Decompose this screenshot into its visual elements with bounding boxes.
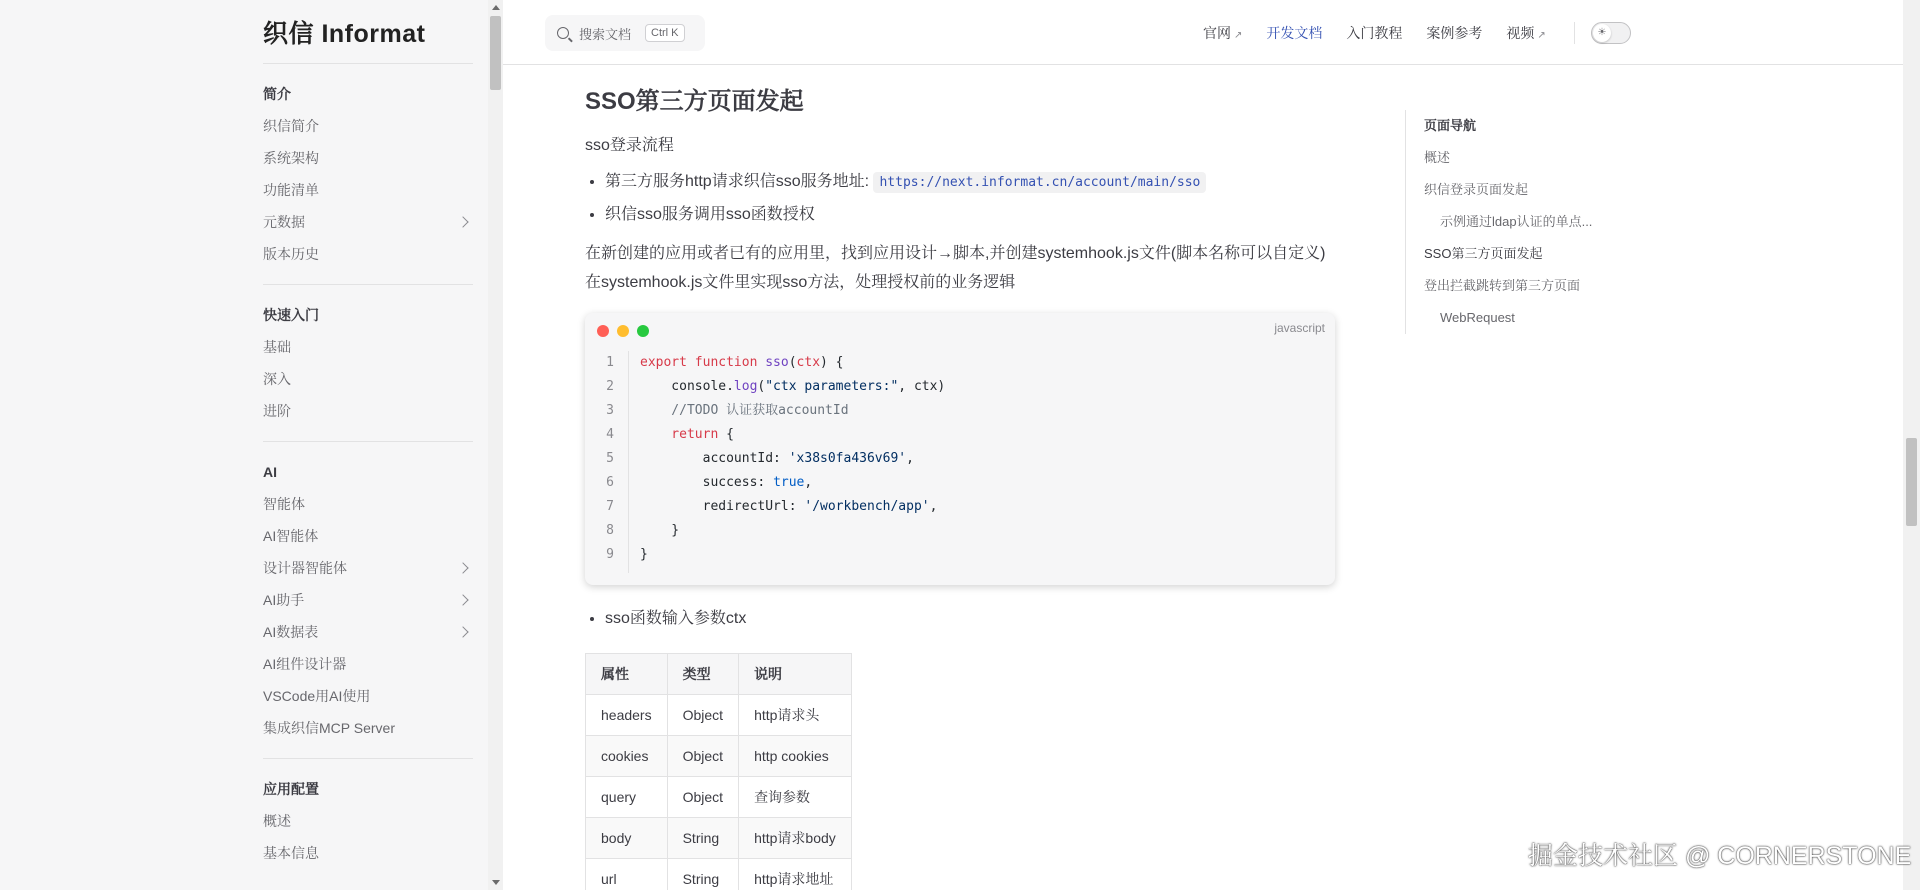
sidebar-item-label: 深入 bbox=[263, 371, 291, 387]
red-dot-icon bbox=[597, 325, 609, 337]
sidebar-item[interactable] bbox=[263, 331, 473, 363]
code-line: return { bbox=[640, 427, 734, 442]
sidebar-scrollbar[interactable] bbox=[488, 0, 503, 890]
sidebar-item-label: 进阶 bbox=[263, 403, 291, 419]
outline-link-label: WebRequest bbox=[1440, 310, 1515, 325]
nav-link-label: 视频 bbox=[1506, 24, 1535, 41]
line-number: 2 bbox=[606, 379, 614, 394]
logo[interactable] bbox=[263, 0, 473, 64]
sidebar-item[interactable] bbox=[263, 616, 473, 648]
yellow-dot-icon bbox=[617, 325, 629, 337]
sidebar bbox=[0, 0, 488, 890]
sidebar-item[interactable] bbox=[263, 488, 473, 520]
line-number: 8 bbox=[606, 523, 614, 538]
sidebar-item-label: 智能体 bbox=[263, 496, 305, 512]
nav-link[interactable] bbox=[1266, 23, 1322, 43]
code-line: success: true, bbox=[640, 475, 813, 490]
table-row bbox=[586, 777, 852, 818]
sso-url[interactable]: https://next.informat.cn/account/main/sso bbox=[873, 172, 1206, 193]
section-heading: SSO第三方页面发起 bbox=[585, 88, 804, 115]
table-cell: 查询参数 bbox=[739, 777, 852, 818]
sidebar-item-label: 元数据 bbox=[263, 214, 305, 230]
code-line: //TODO 认证获取accountId bbox=[640, 403, 849, 418]
logo-text: 织信 Informat bbox=[263, 19, 426, 48]
sidebar-item-label: 功能清单 bbox=[263, 182, 319, 198]
search-icon bbox=[557, 27, 569, 39]
sun-icon: ☀ bbox=[1593, 24, 1611, 42]
code-block bbox=[585, 313, 1335, 585]
sidebar-group bbox=[263, 64, 473, 285]
list-item-text: 第三方服务http请求织信sso服务地址: bbox=[605, 173, 874, 190]
table-cell: cookies bbox=[586, 736, 668, 777]
line-number: 6 bbox=[606, 475, 614, 490]
line-number: 5 bbox=[606, 451, 614, 466]
instructions bbox=[585, 239, 1335, 297]
outline-link-label: SSO第三方页面发起 bbox=[1424, 246, 1543, 261]
table-cell: url bbox=[586, 859, 668, 890]
outline-link-label: 登出拦截跳转到第三方页面 bbox=[1424, 278, 1581, 293]
sidebar-item-label: 设计器智能体 bbox=[263, 560, 347, 576]
table-header-cell: 说明 bbox=[739, 654, 852, 695]
outline-link-label: 织信登录页面发起 bbox=[1424, 182, 1529, 197]
sidebar-item[interactable] bbox=[263, 680, 473, 712]
sidebar-group-title: 应用配置 bbox=[263, 781, 319, 797]
page-scrollbar[interactable] bbox=[1903, 0, 1920, 890]
sidebar-item[interactable] bbox=[263, 110, 473, 142]
sidebar-group-title: AI bbox=[263, 464, 277, 480]
code-line: } bbox=[640, 547, 648, 562]
nav-links bbox=[1203, 0, 1570, 65]
external-link-icon: ↗ bbox=[1234, 29, 1243, 41]
window-dots bbox=[597, 325, 657, 337]
sidebar-item[interactable] bbox=[263, 837, 473, 869]
scroll-down-arrow-icon[interactable] bbox=[492, 880, 500, 885]
sidebar-group-title: 快速入门 bbox=[263, 307, 319, 323]
table-cell: http请求地址 bbox=[739, 859, 852, 890]
sidebar-item-label: 集成织信MCP Server bbox=[263, 720, 395, 736]
list-item bbox=[605, 168, 1335, 197]
sidebar-group bbox=[263, 285, 473, 442]
scroll-up-arrow-icon[interactable] bbox=[492, 5, 500, 10]
sidebar-item[interactable] bbox=[263, 142, 473, 174]
table-row bbox=[586, 695, 852, 736]
nav-link-label: 开发文档 bbox=[1266, 24, 1323, 41]
nav-link[interactable] bbox=[1203, 23, 1242, 43]
chevron-right-icon[interactable] bbox=[457, 594, 468, 605]
search-shortcut-key: Ctrl K bbox=[645, 24, 685, 42]
sidebar-item-label: 版本历史 bbox=[263, 246, 319, 262]
code-line: export function sso(ctx) { bbox=[640, 355, 844, 370]
sidebar-item-label: 基础 bbox=[263, 339, 291, 355]
chevron-right-icon[interactable] bbox=[457, 562, 468, 573]
sidebar-item-label: AI智能体 bbox=[263, 528, 319, 544]
sidebar-item[interactable] bbox=[263, 712, 473, 744]
outline-title: 页面导航 bbox=[1424, 118, 1477, 133]
table-cell: String bbox=[667, 818, 738, 859]
sidebar-item-label: 基本信息 bbox=[263, 845, 319, 861]
sidebar-item[interactable] bbox=[263, 584, 473, 616]
table-row bbox=[586, 818, 852, 859]
outline-link[interactable] bbox=[1424, 302, 1625, 334]
line-number: 9 bbox=[606, 547, 614, 562]
nav-link-label: 入门教程 bbox=[1346, 24, 1403, 41]
table-cell: headers bbox=[586, 695, 668, 736]
table-row bbox=[586, 859, 852, 890]
instruction-line-1: 在新创建的应用或者已有的应用里，找到应用设计→脚本,并创建systemhook.js文件(脚本名称可以自定义) bbox=[585, 245, 1326, 262]
theme-toggle[interactable] bbox=[1591, 22, 1631, 44]
sidebar-item-label: AI组件设计器 bbox=[263, 656, 347, 672]
sidebar-item-label: 概述 bbox=[263, 813, 291, 829]
outline-link[interactable] bbox=[1424, 238, 1625, 270]
sidebar-item[interactable] bbox=[263, 363, 473, 395]
code-line: } bbox=[640, 523, 680, 538]
line-number: 4 bbox=[606, 427, 614, 442]
sidebar-item[interactable] bbox=[263, 552, 473, 584]
nav-link-label: 案例参考 bbox=[1426, 24, 1483, 41]
nav-link-label: 官网 bbox=[1203, 24, 1231, 41]
main-content bbox=[585, 65, 1335, 890]
table-cell: Object bbox=[667, 695, 738, 736]
sidebar-group bbox=[263, 759, 473, 883]
search-button[interactable] bbox=[545, 15, 705, 51]
sidebar-item-label: 系统架构 bbox=[263, 150, 319, 166]
chevron-right-icon[interactable] bbox=[457, 626, 468, 637]
sidebar-item[interactable] bbox=[263, 805, 473, 837]
sidebar-item[interactable] bbox=[263, 395, 473, 427]
outline-link-label: 示例通过ldap认证的单点... bbox=[1440, 214, 1593, 229]
code-language: javascript bbox=[1274, 321, 1325, 335]
code-line: console.log("ctx parameters:", ctx) bbox=[640, 379, 946, 394]
sidebar-inner bbox=[263, 0, 473, 883]
intro-text: sso登录流程 bbox=[585, 137, 674, 154]
green-dot-icon bbox=[637, 325, 649, 337]
outline-items bbox=[1424, 142, 1625, 334]
code-line: redirectUrl: '/workbench/app', bbox=[640, 499, 938, 514]
table-cell: query bbox=[586, 777, 668, 818]
sidebar-item[interactable] bbox=[263, 648, 473, 680]
ctx-params-table bbox=[585, 653, 852, 890]
sidebar-item[interactable] bbox=[263, 206, 473, 238]
table-header-row bbox=[586, 654, 852, 695]
param-list-item: • sso函数输入参数ctx bbox=[605, 605, 1335, 633]
sidebar-group-title: 简介 bbox=[263, 86, 291, 102]
outline-link-label: 概述 bbox=[1424, 150, 1451, 165]
nav-link[interactable] bbox=[1426, 23, 1482, 43]
line-number: 7 bbox=[606, 499, 614, 514]
list-item bbox=[605, 201, 1335, 229]
code-content[interactable] bbox=[640, 351, 945, 567]
outline-link[interactable] bbox=[1424, 174, 1625, 206]
table-cell: body bbox=[586, 818, 668, 859]
flow-list bbox=[585, 168, 1335, 229]
page-outline bbox=[1405, 110, 1625, 334]
table-cell: String bbox=[667, 859, 738, 890]
sidebar-item-label: VSCode用AI使用 bbox=[263, 688, 371, 704]
nav-link[interactable] bbox=[1346, 23, 1402, 43]
top-nav bbox=[503, 0, 1903, 65]
sidebar-item-label: AI助手 bbox=[263, 592, 305, 608]
sidebar-groups bbox=[263, 64, 473, 883]
sidebar-item-label: AI数据表 bbox=[263, 624, 319, 640]
page-scroll-thumb[interactable] bbox=[1906, 438, 1917, 526]
sidebar-item[interactable] bbox=[263, 520, 473, 552]
list-item-text: 织信sso服务调用sso函数授权 bbox=[605, 206, 815, 223]
table-cell: http请求body bbox=[739, 818, 852, 859]
outline-link[interactable] bbox=[1424, 270, 1625, 302]
table-cell: Object bbox=[667, 777, 738, 818]
sidebar-item-label: 织信简介 bbox=[263, 118, 319, 134]
code-line: accountId: 'x38s0fa436v69', bbox=[640, 451, 914, 466]
line-number: 1 bbox=[606, 355, 614, 370]
sidebar-item[interactable] bbox=[263, 238, 473, 270]
outline-link[interactable] bbox=[1424, 142, 1625, 174]
nav-divider bbox=[1574, 22, 1575, 44]
outline-link[interactable] bbox=[1424, 206, 1625, 238]
line-number: 3 bbox=[606, 403, 614, 418]
param-list bbox=[585, 605, 1335, 633]
nav-link[interactable] bbox=[1506, 23, 1545, 43]
table-row bbox=[586, 736, 852, 777]
chevron-right-icon[interactable] bbox=[457, 216, 468, 227]
table-body bbox=[586, 695, 852, 890]
table-cell: http cookies bbox=[739, 736, 852, 777]
table-header-cell: 类型 bbox=[667, 654, 738, 695]
table-header-cell: 属性 bbox=[586, 654, 668, 695]
watermark: 掘金技术社区 @ CORNERSTONE bbox=[1528, 842, 1912, 870]
sidebar-group bbox=[263, 442, 473, 759]
external-link-icon: ↗ bbox=[1537, 29, 1546, 41]
instruction-line-2: 在systemhook.js文件里实现sso方法，处理授权前的业务逻辑 bbox=[585, 274, 1016, 291]
sidebar-scroll-thumb[interactable] bbox=[490, 16, 501, 90]
line-numbers bbox=[585, 351, 629, 573]
sidebar-item[interactable] bbox=[263, 174, 473, 206]
search-placeholder: 搜索文档 bbox=[579, 26, 632, 42]
table-cell: Object bbox=[667, 736, 738, 777]
table-cell: http请求头 bbox=[739, 695, 852, 736]
